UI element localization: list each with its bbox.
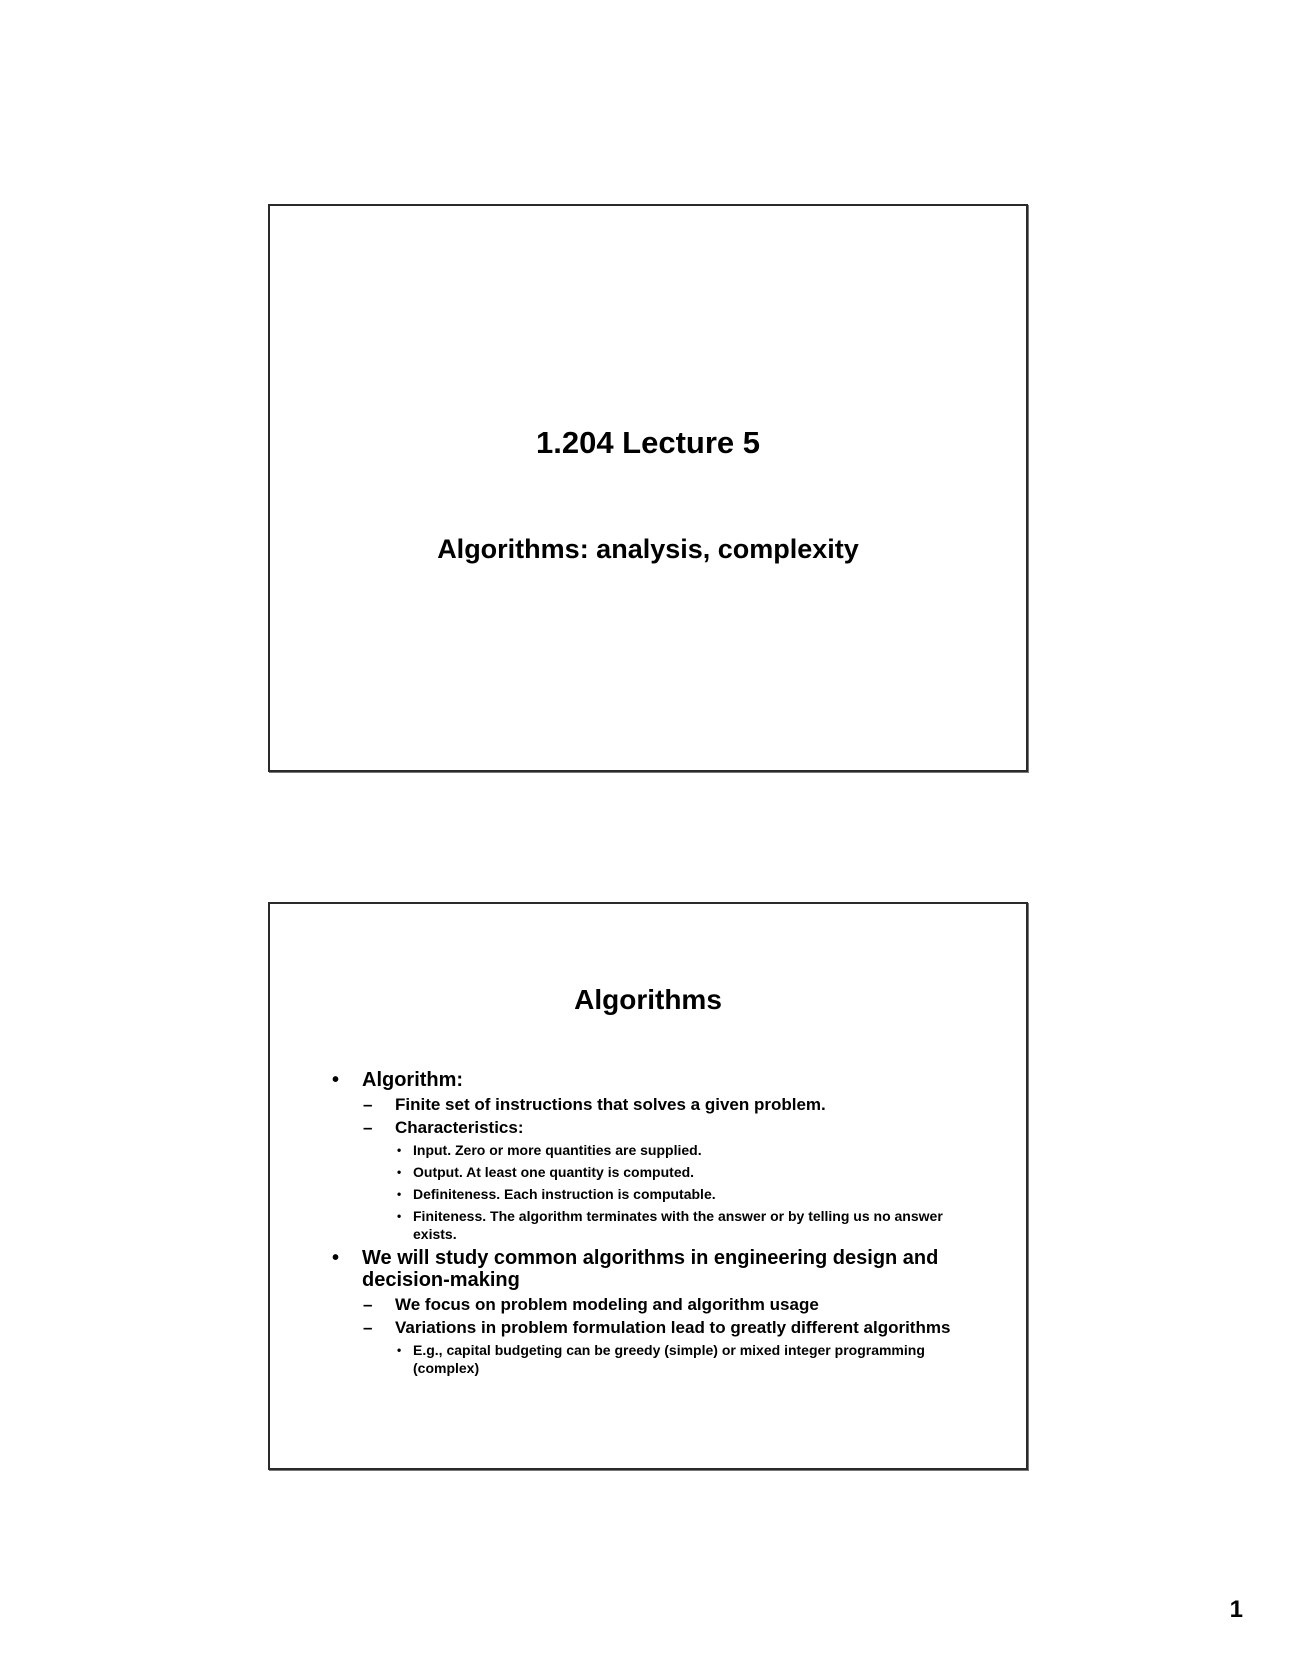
sub-bullet-text: We focus on problem modeling and algorithm usage — [395, 1295, 819, 1314]
bullet-list — [330, 1069, 970, 1377]
bullet-study — [330, 1247, 970, 1291]
sub-bullet-definition — [363, 1095, 970, 1115]
bullet-marker: • — [397, 1187, 402, 1201]
dash-marker: – — [363, 1118, 373, 1137]
characteristic-input — [395, 1141, 970, 1159]
bullet-marker: • — [397, 1343, 402, 1357]
characteristic-text: Finiteness. The algorithm terminates with the answer or by telling us no answer exists. — [413, 1208, 943, 1242]
characteristic-output — [395, 1163, 970, 1181]
bullet-text: Algorithm: — [362, 1069, 464, 1091]
characteristic-text: Definiteness. Each instruction is computable. — [413, 1186, 716, 1202]
slide-2-algorithms — [268, 902, 1028, 1470]
sub-bullet-focus — [363, 1295, 970, 1315]
dash-marker: – — [363, 1295, 373, 1314]
slide-1-title — [268, 204, 1028, 772]
characteristic-finiteness — [395, 1207, 970, 1243]
bullet-marker: • — [397, 1143, 402, 1157]
sub-bullet-text: Characteristics: — [395, 1118, 524, 1137]
sub-bullet-variations — [363, 1318, 970, 1338]
characteristic-text: Output. At least one quantity is computed. — [413, 1164, 695, 1180]
sub-bullet-text: Variations in problem formulation lead to greatly different algorithms — [395, 1318, 951, 1337]
slide-title: Algorithms — [574, 984, 722, 1015]
lecture-subtitle: Algorithms: analysis, complexity — [437, 534, 859, 564]
sub-bullet-characteristics — [363, 1118, 970, 1138]
bullet-marker: • — [332, 1069, 340, 1091]
bullet-marker: • — [397, 1209, 402, 1223]
lecture-title: 1.204 Lecture 5 — [535, 425, 761, 460]
characteristic-definiteness — [395, 1185, 970, 1203]
example-capital-budgeting — [395, 1341, 970, 1377]
page-number: 1 — [1229, 1596, 1243, 1623]
example-text: E.g., capital budgeting can be greedy (simple) or mixed integer programming (complex) — [413, 1342, 925, 1376]
bullet-algorithm — [330, 1069, 970, 1091]
dash-marker: – — [363, 1095, 373, 1114]
bullet-text: We will study common algorithms in engineering design and decision-making — [362, 1247, 939, 1291]
slide-content — [330, 1069, 970, 1381]
characteristic-text: Input. Zero or more quantities are supplied. — [413, 1142, 702, 1158]
sub-bullet-text: Finite set of instructions that solves a given problem. — [395, 1095, 826, 1114]
bullet-marker: • — [332, 1247, 340, 1269]
bullet-marker: • — [397, 1165, 402, 1179]
dash-marker: – — [363, 1318, 373, 1337]
